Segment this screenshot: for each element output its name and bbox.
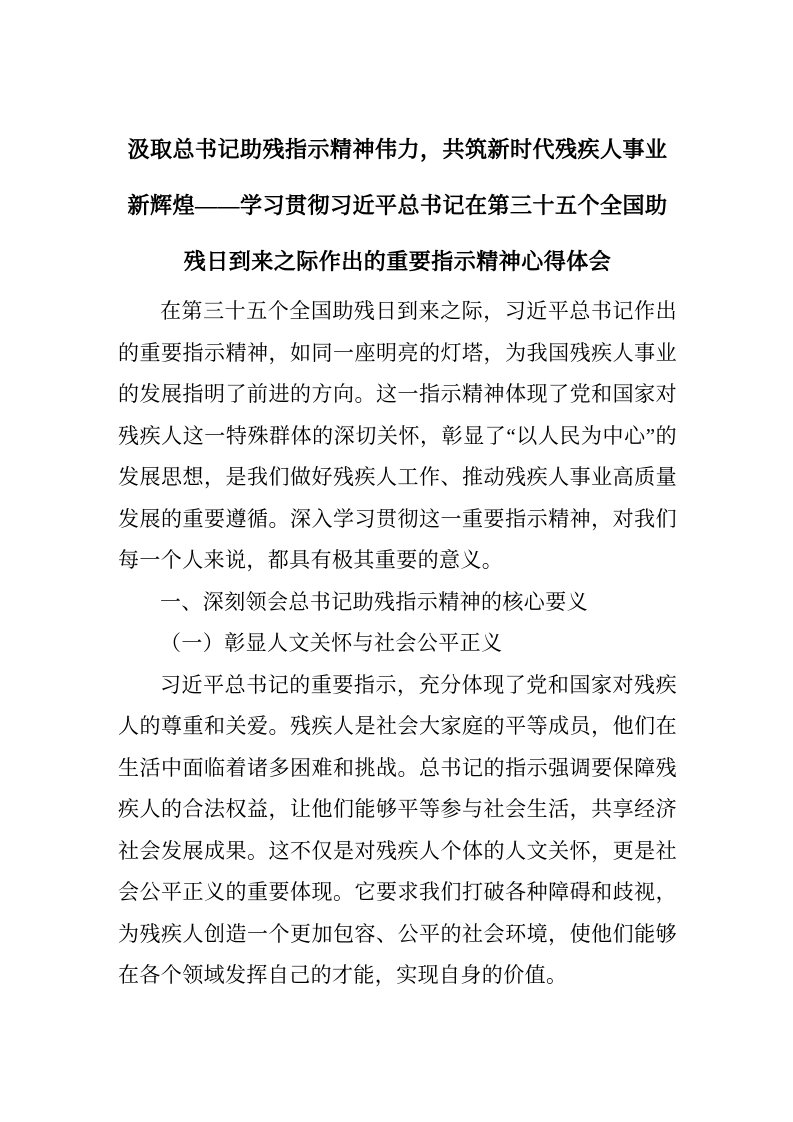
body-paragraph: 在第三十五个全国助残日到来之际，习近平总书记作出的重要指示精神，如同一座明亮的灯塔，为我国残疾人事业的发展指明了前进的方向。这一指示精神体现了党和国家对残疾人这一特殊群体的深切关怀，彰显了“以人民为中心”的发展思想，是我们做好残疾人工作、推动残疾人事业高质量发展的重要遵循。深入学习贯彻这一重要指示精神，对我们每一个人来说，都具有极其重要的意义。 xyxy=(118,299,677,572)
section-heading: （一）彰显人文关怀与社会公平正义 xyxy=(160,631,503,655)
document-body xyxy=(118,291,677,997)
document-title: 汲取总书记助残指示精神伟力，共筑新时代残疾人事业新辉煌——学习贯彻习近平总书记在第三十五个全国助残日到来之际作出的重要指示精神心得体会 xyxy=(127,137,668,274)
section-heading: 一、深刻领会总书记助残指示精神的核心要义 xyxy=(160,589,588,614)
body-paragraph: 习近平总书记的重要指示，充分体现了党和国家对残疾人的尊重和关爱。残疾人是社会大家庭的平等成员，他们在生活中面临着诸多困难和挑战。总书记的指示强调要保障残疾人的合法权益，让他们能够平等参与社会生活，共享经济社会发展成果。这不仅是对残疾人个体的人文关怀，更是社会公平正义的重要体现。它要求我们打破各种障碍和歧视，为残疾人创造一个更加包容、公平的社会环境，使他们能够在各个领域发挥自己的才能，实现自身的价值。 xyxy=(118,672,677,987)
